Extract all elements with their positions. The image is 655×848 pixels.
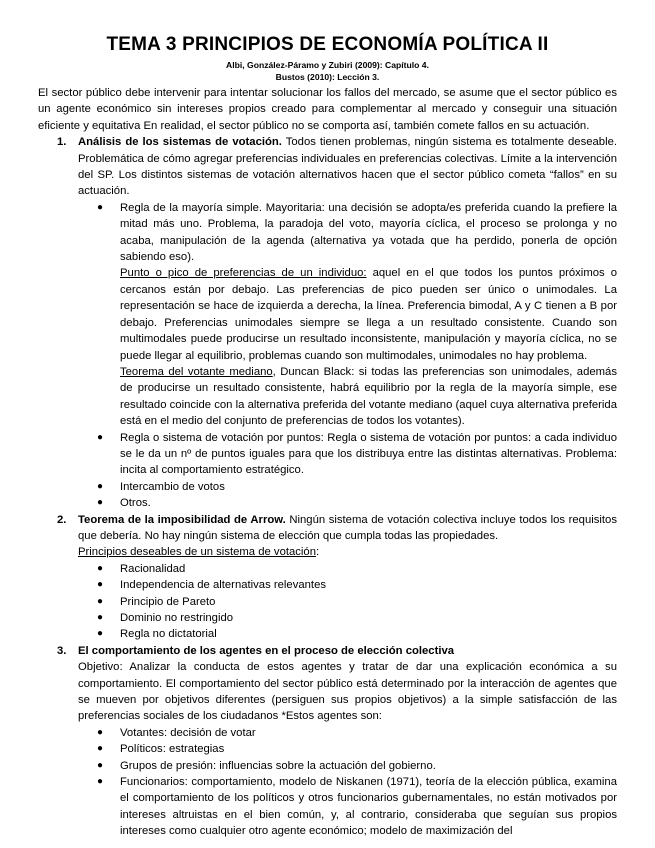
section-2-list (78, 561, 617, 643)
median-voter-term: Teorema del votante mediano (120, 365, 273, 378)
principle-item: Independencia de alternativas relevantes (120, 579, 326, 592)
peak-preferences-term: Punto o pico de preferencias de un individuo: (120, 267, 367, 280)
principle-item: Regla no dictatorial (120, 628, 217, 641)
bullet-icon: ● (97, 431, 104, 443)
section-2-text: Ningún sistema de votación colectiva incluye todos los requisitos que debería. No hay ningún sistema de elección que cumpla todas las propiedades. (78, 513, 617, 542)
principle-item: Dominio no restringido (120, 612, 234, 624)
principle-item: Racionalidad (120, 562, 186, 575)
bullet-icon: ● (97, 759, 104, 771)
section-2-number: 2. (57, 513, 67, 526)
principle-item: Principio de Pareto (120, 595, 216, 608)
list-item (97, 758, 617, 774)
others-text: Otros. (120, 497, 151, 510)
list-item (97, 200, 618, 430)
list-item (97, 741, 617, 757)
median-voter-text (120, 364, 617, 430)
principles-colon: : (316, 546, 320, 559)
document-title: TEMA 3 PRINCIPIOS DE ECONOMÍA POLÍTICA II (106, 34, 549, 55)
intro-paragraph: El sector público debe intervenir para intentar solucionar los fallos del mercado, se asume que el sector público es un agente económico sin intereses propios creado para complementar al mercado y conseguir una situación eficiente y equitativa En realidad, el sector público no se comporta así, también comete fallos en su actuación. (38, 87, 617, 132)
section-3-number: 3. (57, 644, 67, 657)
section-2 (38, 512, 617, 643)
section-1 (38, 134, 617, 511)
agent-item: Grupos de presión: influencias sobre la actuación del gobierno. (120, 759, 436, 772)
majority-rule-text: Regla de la mayoría simple. Mayoritaria: una decisión se adopta/es preferida cuando la prefiere la mitad más uno. Problema, la paradoja del voto, mayoría cíclica, el proceso se prolonga y no acaba, manipulación de la agenda (alternativa ya votada que ha perdido, ponerla de opción sabiendo eso). (120, 201, 617, 264)
list-item (97, 594, 617, 610)
agent-item: Políticos: estrategias (120, 743, 225, 756)
section-2-intro (78, 512, 617, 545)
bullet-icon: ● (97, 612, 104, 623)
bullet-icon: ● (97, 743, 104, 755)
section-3 (38, 643, 617, 840)
bullet-icon: ● (97, 628, 104, 640)
list-item (97, 774, 617, 840)
section-1-text: Todos tienen problemas, ningún sistema es totalmente deseable. Problemática de cómo agregar preferencias individuales en preferencias colectivas. Límite a la intervención del SP. Los distintos sistemas de votación alternativos hacen que el sector público cometa “fallos” en su actuación. (78, 136, 618, 198)
section-3-text: Objetivo: Analizar la conducta de estos agentes y tratar de dar una explicación económica a su comportamiento. El comportamiento del sector público está determinado por la interacción de agentes que se mueven por objetivos diferentes (persiguen sus propios objetivos) a la simple satisfacción de las preferencias sociales de los ciudadanos *Estos agentes son: (78, 661, 617, 723)
list-item (97, 495, 617, 511)
bullet-icon: ● (97, 726, 104, 738)
section-1-intro (78, 134, 617, 200)
median-voter-body: , Duncan Black: si todas las preferencias son unimodales, además de producirse un resultado consistente, habrá equilibrio por la regla de la mayoría simple, ese resultado coincide con la alternativa preferida del votante mediano (aquel cuya alternativa preferida está en el medio del conjunto de preferencias de todos los votantes). (120, 365, 617, 428)
section-3-heading-line (78, 643, 617, 659)
bullet-icon: ● (97, 579, 104, 591)
reference-1: Albi, González-Páramo y Zubiri (2009): Capítulo 4. (226, 60, 429, 70)
peak-preferences-body: aquel en el que todos los puntos próximos o cercanos están por debajo. Las preferencias de pico pueden ser único o unimodales. La representación se hace de izquierda a derecha, la línea. Preferencia bimodal, A y C tienen a B por debajo. Preferencias unimodales siempre se llega a un resultado consistente. Cuando son multimodales puede producirse un resultado inconsistente, manipulación y mayoría cíclica, no se puede llegar al equilibrio, problemas cuando son multimodales, unimodales no hay problema. (120, 267, 618, 362)
vote-trading-text: Intercambio de votos (120, 480, 225, 493)
bullet-icon: ● (97, 595, 104, 607)
agent-item-officials: Funcionarios: comportamiento, modelo de Niskanen (1971), teoría de la elección pública, examina el comportamiento de los políticos y otros funcionarios gubernamentales, no están motivados por intereses altruistas en el bien común, y, al contrario, consideraba que seguían sus propios intereses como cualquier otro agente económico; modelo de maximización del (120, 776, 617, 838)
section-2-heading: Teorema de la imposibilidad de Arrow. (78, 513, 286, 526)
bullet-icon: ● (97, 562, 104, 574)
section-3-heading: El comportamiento de los agentes en el proceso de elección colectiva (78, 644, 455, 657)
reference-2: Bustos (2010): Lección 3. (275, 72, 380, 82)
bullet-icon: ● (97, 480, 104, 492)
agent-item: Votantes: decisión de votar (120, 726, 256, 739)
section-1-number: 1. (57, 136, 67, 149)
list-item (97, 479, 617, 495)
points-voting-text: Regla o sistema de votación por puntos: Regla o sistema de votación por puntos: a cada individuo se le da un nº de puntos iguales para que los distribuya entre las distintas alternativas. Problema: incita al comportamiento estratégico. (120, 431, 617, 477)
bullet-icon: ● (97, 201, 104, 213)
list-item (97, 577, 617, 593)
section-1-list (78, 200, 617, 512)
section-2-principles (78, 544, 617, 560)
principles-term: Principios deseables de un sistema de votación (78, 546, 317, 559)
bullet-icon: ● (97, 497, 104, 509)
list-item (97, 610, 617, 626)
list-item (97, 626, 617, 642)
list-item (97, 561, 617, 577)
peak-preferences-text (120, 265, 617, 363)
list-item (97, 725, 617, 741)
list-item (97, 430, 617, 479)
section-3-list (78, 725, 617, 840)
bullet-icon: ● (97, 776, 104, 788)
section-1-heading: Análisis de los sistemas de votación. (78, 136, 282, 149)
